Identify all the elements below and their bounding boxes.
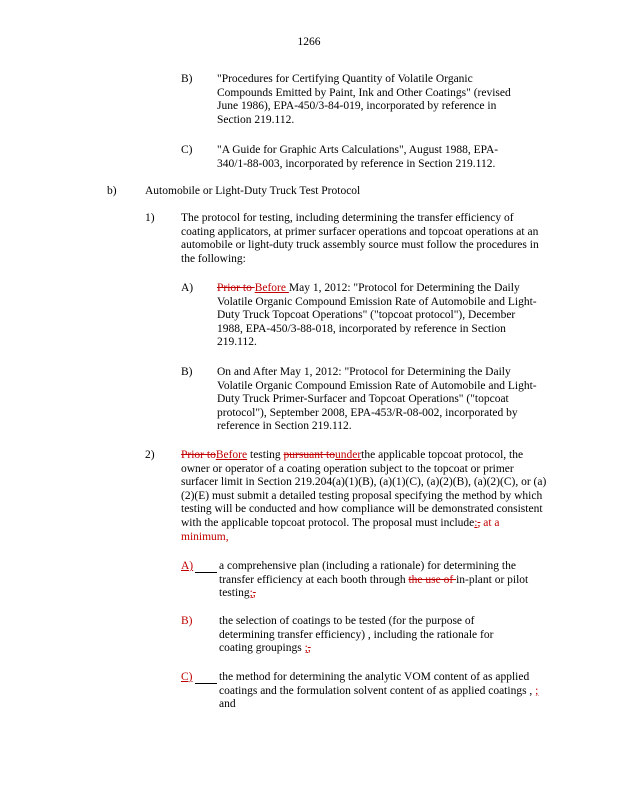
item-label: C) — [181, 144, 193, 156]
body-text: testing — [247, 449, 284, 461]
body-text: a comprehensive plan (including a rationale) for determining the transfer efficiency at each booth through — [219, 560, 516, 586]
deleted-text: Prior to — [181, 449, 216, 461]
item-label: B) — [181, 615, 193, 627]
deleted-text: , — [252, 587, 256, 600]
body-text: the selection of coatings to be tested (for the purpose of determining transfer efficiency) , including the rationale for coating groupings — [219, 615, 494, 655]
body-text: and — [219, 698, 236, 711]
section-heading: Automobile or Light-Duty Truck Test Protocol — [145, 185, 361, 197]
item-text — [217, 282, 540, 350]
item-label: C) — [181, 671, 193, 683]
item-text — [219, 560, 529, 601]
item-text: The protocol for testing, including determining the transfer efficiency of coating applicators, at primer surfacer operations and topcoat operations at an automobile or light-duty truck assembly source must follow the procedures in the following: — [181, 212, 539, 265]
item-label: 2) — [145, 449, 155, 461]
item-label: B) — [181, 366, 193, 378]
body-text: the method for determining the analytic VOM content of as applied coatings and the formulation solvent content of as applied coatings , — [219, 671, 536, 697]
deleted-text: Prior to — [217, 282, 255, 294]
item-text: "Procedures for Certifying Quantity of Volatile Organic Compounds Emitted by Paint, Ink and Other Coatings" (revised June 1986), EPA-450/3-84-019, incorporated by reference in Section 219.112. — [217, 73, 511, 126]
deleted-text: , — [477, 516, 481, 529]
inserted-text: Before — [215, 449, 248, 461]
item-text — [219, 615, 519, 656]
section-label: b) — [107, 185, 117, 197]
body-text: the applicable topcoat protocol, the owner or operator of a coating operation subject to the topcoat or primer surfacer limit in Section 219.204(a)(1)(B), (a)(1)(C), (a)(2)(B), (a)(2)(C), or (a)(2)(E) must submit a detailed testing proposal specifying the method by which testing will be conducted and how compliance will be demonstrated consistent with the applicable topcoat protocol. The proposal must include — [181, 449, 547, 529]
tab-underline — [195, 572, 217, 573]
inserted-text: ; — [535, 684, 539, 697]
item-text: On and After May 1, 2012: "Protocol for Determining the Daily Volatile Organic Compound Emission Rate of Automobile and Light-Duty Truck Primer-Surfacer and Topcoat Operations" ("topcoat protocol"), September 2008, EPA-453/R-08-002, incorporated by reference in Section 219.112. — [217, 366, 537, 433]
item-label: A) — [181, 560, 194, 572]
tab-underline — [195, 683, 217, 684]
item-text: "A Guide for Graphic Arts Calculations", August 1988, EPA-340/1-88-003, incorporated by reference in Section 219.112. — [217, 144, 499, 170]
inserted-text: ; — [304, 642, 308, 655]
item-label: B) — [181, 73, 193, 85]
inserted-text: Before — [254, 282, 289, 294]
item-text — [219, 671, 544, 712]
item-label: A) — [181, 282, 194, 294]
body-text: in-plant or pilot testing — [219, 573, 529, 600]
deleted-text: pursuant to — [283, 449, 335, 461]
deleted-text: , — [307, 642, 311, 655]
inserted-text: : — [474, 516, 478, 529]
inserted-text: under — [334, 449, 362, 461]
item-text — [181, 449, 547, 544]
inserted-text: ; — [249, 587, 253, 600]
deleted-text: the use of — [408, 573, 457, 586]
body-text: May 1, 2012: "Protocol for Determining the Daily Volatile Organic Compound Emission Rate of Automobile and Light-Duty Truck Topcoat Operations" ("topcoat protocol"), December 1988, EPA-450/3-88-018, incorporated by reference in Section 219.112. — [217, 282, 537, 349]
page-number: 1266 — [297, 36, 321, 48]
inserted-text: at a minimum, — [181, 516, 500, 543]
item-label: 1) — [145, 212, 155, 224]
